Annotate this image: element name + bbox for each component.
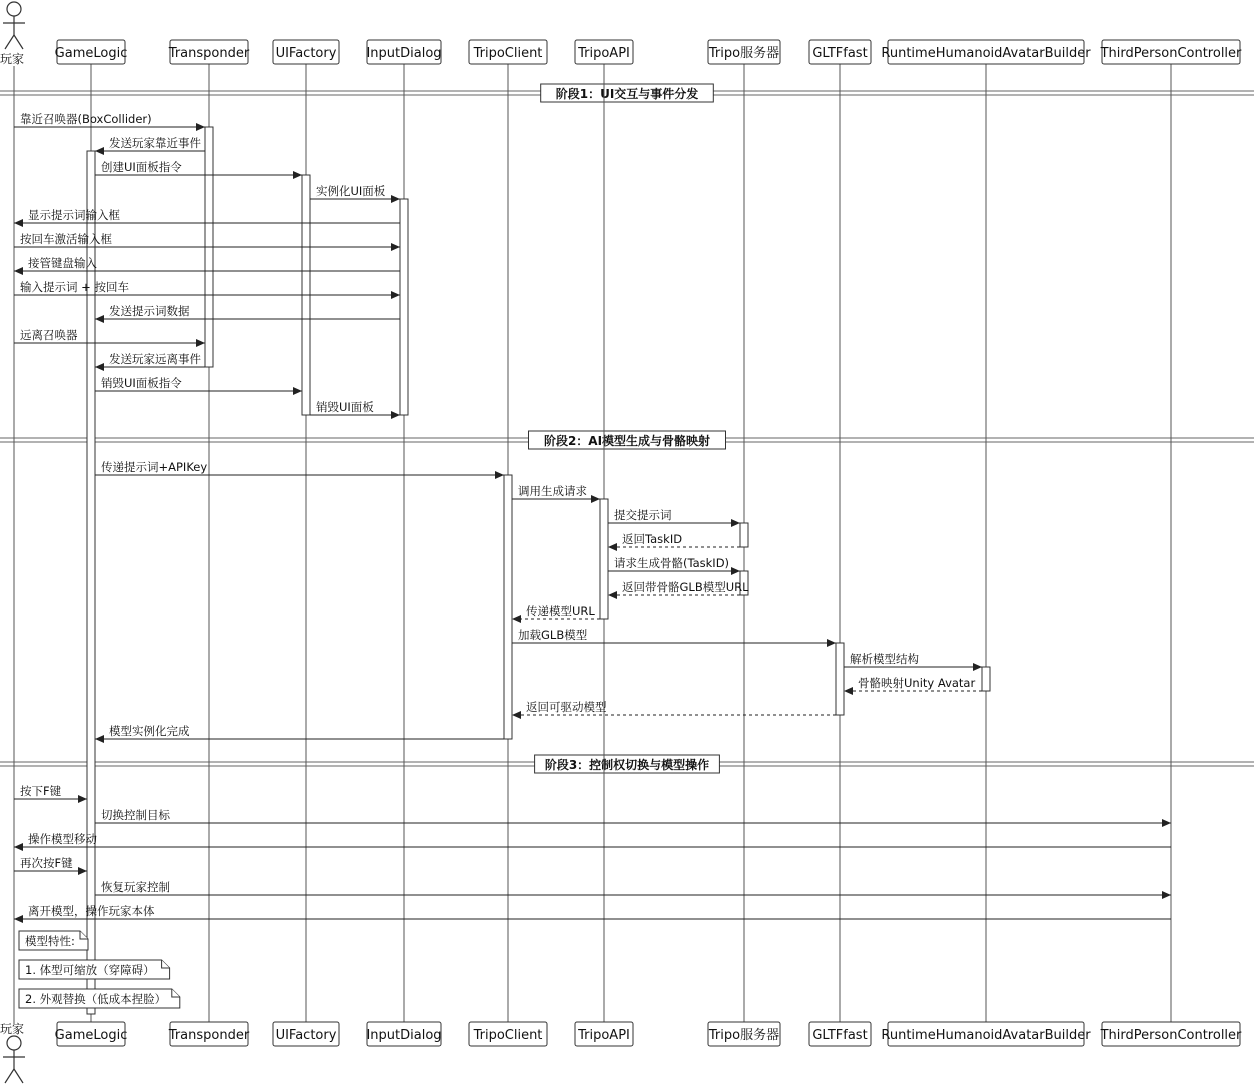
arrowhead — [391, 411, 400, 419]
participant-label: Tripo服务器 — [708, 46, 780, 61]
message-label: 离开模型，操作玩家本体 — [28, 904, 155, 918]
participant-label: TripoAPI — [578, 46, 630, 61]
message-label: 返回TaskID — [622, 532, 683, 546]
participant-label: Transponder — [168, 46, 250, 61]
participant-label: TripoClient — [473, 1028, 543, 1043]
activation-bar — [504, 475, 512, 739]
message-label: 显示提示词输入框 — [28, 208, 120, 222]
participant-label: UIFactory — [275, 46, 337, 61]
participant-bottom-6 — [575, 1022, 633, 1046]
section-divider-2 — [0, 431, 1254, 449]
arrowhead — [391, 195, 400, 203]
arrowhead — [827, 639, 836, 647]
participant-top-3 — [273, 40, 339, 64]
message-15 — [512, 484, 600, 503]
note-text: 1. 体型可缩放（穿障碍） — [25, 963, 155, 977]
message-label: 按下F键 — [20, 784, 62, 798]
participant-bottom-9 — [881, 1022, 1091, 1046]
participant-top-7 — [708, 40, 780, 64]
arrowhead — [14, 219, 23, 227]
participant-bottom-1 — [55, 1022, 128, 1046]
participant-bottom-8 — [809, 1022, 871, 1046]
message-label: 发送提示词数据 — [109, 304, 190, 318]
participant-top-2 — [168, 40, 250, 64]
message-21 — [512, 628, 836, 647]
message-20 — [512, 604, 600, 623]
participant-label: InputDialog — [366, 46, 442, 61]
message-label: 销毁UI面板指令 — [101, 376, 182, 390]
participant-label: GameLogic — [54, 1028, 128, 1043]
participant-top-8 — [809, 40, 871, 64]
arrowhead — [512, 615, 521, 623]
arrowhead — [95, 315, 104, 323]
participant-bottom-3 — [273, 1022, 339, 1046]
message-11 — [95, 352, 205, 371]
message-label: 提交提示词 — [614, 508, 672, 522]
message-label: 发送玩家靠近事件 — [109, 136, 201, 150]
participant-bottom-5 — [469, 1022, 547, 1046]
message-2 — [95, 136, 205, 155]
participant-top-6 — [575, 40, 633, 64]
arrowhead — [196, 339, 205, 347]
message-label: 输入提示词 + 按回车 — [20, 280, 129, 294]
arrowhead — [731, 567, 740, 575]
message-29 — [14, 856, 87, 875]
arrowhead — [608, 543, 617, 551]
message-label: 实例化UI面板 — [316, 184, 386, 198]
arrowhead — [95, 147, 104, 155]
message-label: 靠近召唤器(BoxCollider) — [20, 112, 152, 126]
message-9 — [95, 304, 400, 323]
message-28 — [14, 832, 1171, 851]
participant-label: UIFactory — [275, 1028, 337, 1043]
message-label: 销毁UI面板 — [316, 400, 374, 414]
arrowhead — [14, 915, 23, 923]
message-label: 恢复玩家控制 — [101, 880, 170, 894]
message-label: 返回可驱动模型 — [526, 700, 607, 714]
arrowhead — [293, 171, 302, 179]
message-19 — [608, 580, 749, 599]
note-text: 2. 外观替换（低成本捏脸） — [25, 992, 167, 1006]
arrowhead — [608, 591, 617, 599]
participant-top-9 — [881, 40, 1091, 64]
message-4 — [310, 184, 400, 203]
note-text: 模型特性: — [25, 934, 75, 948]
message-30 — [95, 880, 1171, 899]
arrowhead — [731, 519, 740, 527]
message-17 — [608, 532, 740, 551]
message-label: 远离召唤器 — [20, 328, 78, 342]
participant-label: ThirdPersonController — [1100, 1028, 1242, 1043]
participant-label: Tripo服务器 — [708, 1028, 780, 1043]
activation-bar — [400, 199, 408, 415]
arrowhead — [78, 795, 87, 803]
actor-icon — [3, 1036, 25, 1083]
message-label: 模型实例化完成 — [109, 724, 190, 738]
message-18 — [608, 556, 740, 575]
message-label: 返回带骨骼GLB模型URL — [622, 580, 749, 594]
actor-bottom — [0, 1021, 25, 1083]
participant-bottom-2 — [168, 1022, 250, 1046]
message-label: 操作模型移动 — [28, 832, 97, 846]
participant-label: TripoAPI — [578, 1028, 630, 1043]
message-label: 加载GLB模型 — [518, 628, 588, 642]
activation-bar — [600, 499, 608, 619]
activation-bar — [740, 523, 748, 547]
participant-top-4 — [366, 40, 441, 64]
actor-top — [0, 2, 25, 66]
participant-top-1 — [55, 40, 128, 64]
participant-label: GLTFfast — [812, 46, 868, 61]
participant-bottom-4 — [366, 1022, 441, 1046]
participant-label: InputDialog — [366, 1028, 442, 1043]
arrowhead — [512, 711, 521, 719]
section-divider-3 — [0, 755, 1254, 773]
arrowhead — [78, 867, 87, 875]
note-1 — [19, 931, 88, 950]
arrowhead — [1162, 819, 1171, 827]
note-2 — [19, 960, 170, 979]
message-25 — [95, 724, 504, 743]
arrowhead — [591, 495, 600, 503]
message-1 — [14, 112, 205, 131]
actor-label: 玩家 — [0, 52, 25, 66]
message-26 — [14, 784, 87, 803]
message-14 — [95, 460, 504, 479]
message-label: 接管键盘输入 — [28, 256, 97, 270]
message-label: 骨骼映射Unity Avatar — [858, 676, 976, 690]
participant-bottom-10 — [1100, 1022, 1242, 1046]
participant-label: RuntimeHumanoidAvatarBuilder — [881, 1028, 1091, 1043]
participant-label: GameLogic — [54, 46, 128, 61]
arrowhead — [293, 387, 302, 395]
message-label: 按回车激活输入框 — [20, 232, 112, 246]
message-27 — [95, 808, 1171, 827]
message-13 — [310, 400, 400, 419]
participant-label: GLTFfast — [812, 1028, 868, 1043]
message-label: 发送玩家远离事件 — [109, 352, 201, 366]
participant-label: TripoClient — [473, 46, 543, 61]
arrowhead — [391, 291, 400, 299]
message-label: 再次按F键 — [20, 856, 73, 870]
message-12 — [95, 376, 302, 395]
arrowhead — [95, 735, 104, 743]
activation-bar — [982, 667, 990, 691]
arrowhead — [495, 471, 504, 479]
arrowhead — [14, 267, 23, 275]
message-31 — [14, 904, 1171, 923]
participant-label: ThirdPersonController — [1100, 46, 1242, 61]
message-label: 解析模型结构 — [850, 652, 919, 666]
arrowhead — [844, 687, 853, 695]
arrowhead — [1162, 891, 1171, 899]
message-label: 传递提示词+APIKey — [101, 460, 208, 474]
message-label: 请求生成骨骼(TaskID) — [614, 556, 730, 570]
participant-bottom-7 — [708, 1022, 780, 1046]
message-23 — [844, 676, 982, 695]
message-label: 传递模型URL — [526, 604, 595, 618]
activation-bar — [836, 643, 844, 715]
arrowhead — [95, 363, 104, 371]
participant-label: RuntimeHumanoidAvatarBuilder — [881, 46, 1091, 61]
section-divider-1 — [0, 84, 1254, 102]
message-16 — [608, 508, 740, 527]
message-22 — [844, 652, 982, 671]
message-10 — [14, 328, 205, 347]
actor-label: 玩家 — [0, 1022, 25, 1036]
participant-top-5 — [469, 40, 547, 64]
message-24 — [512, 700, 836, 719]
section-title: 阶段1：UI交互与事件分发 — [555, 87, 699, 101]
section-title: 阶段2：AI模型生成与骨骼映射 — [543, 434, 711, 448]
section-title: 阶段3：控制权切换与模型操作 — [544, 758, 710, 772]
arrowhead — [973, 663, 982, 671]
message-label: 切换控制目标 — [101, 808, 170, 822]
participant-label: Transponder — [168, 1028, 250, 1043]
participant-top-10 — [1100, 40, 1242, 64]
note-3 — [19, 989, 180, 1008]
actor-icon — [3, 2, 25, 49]
message-label: 创建UI面板指令 — [101, 160, 182, 174]
message-label: 调用生成请求 — [518, 484, 587, 498]
arrowhead — [391, 243, 400, 251]
arrowhead — [196, 123, 205, 131]
message-3 — [95, 160, 302, 179]
arrowhead — [14, 843, 23, 851]
